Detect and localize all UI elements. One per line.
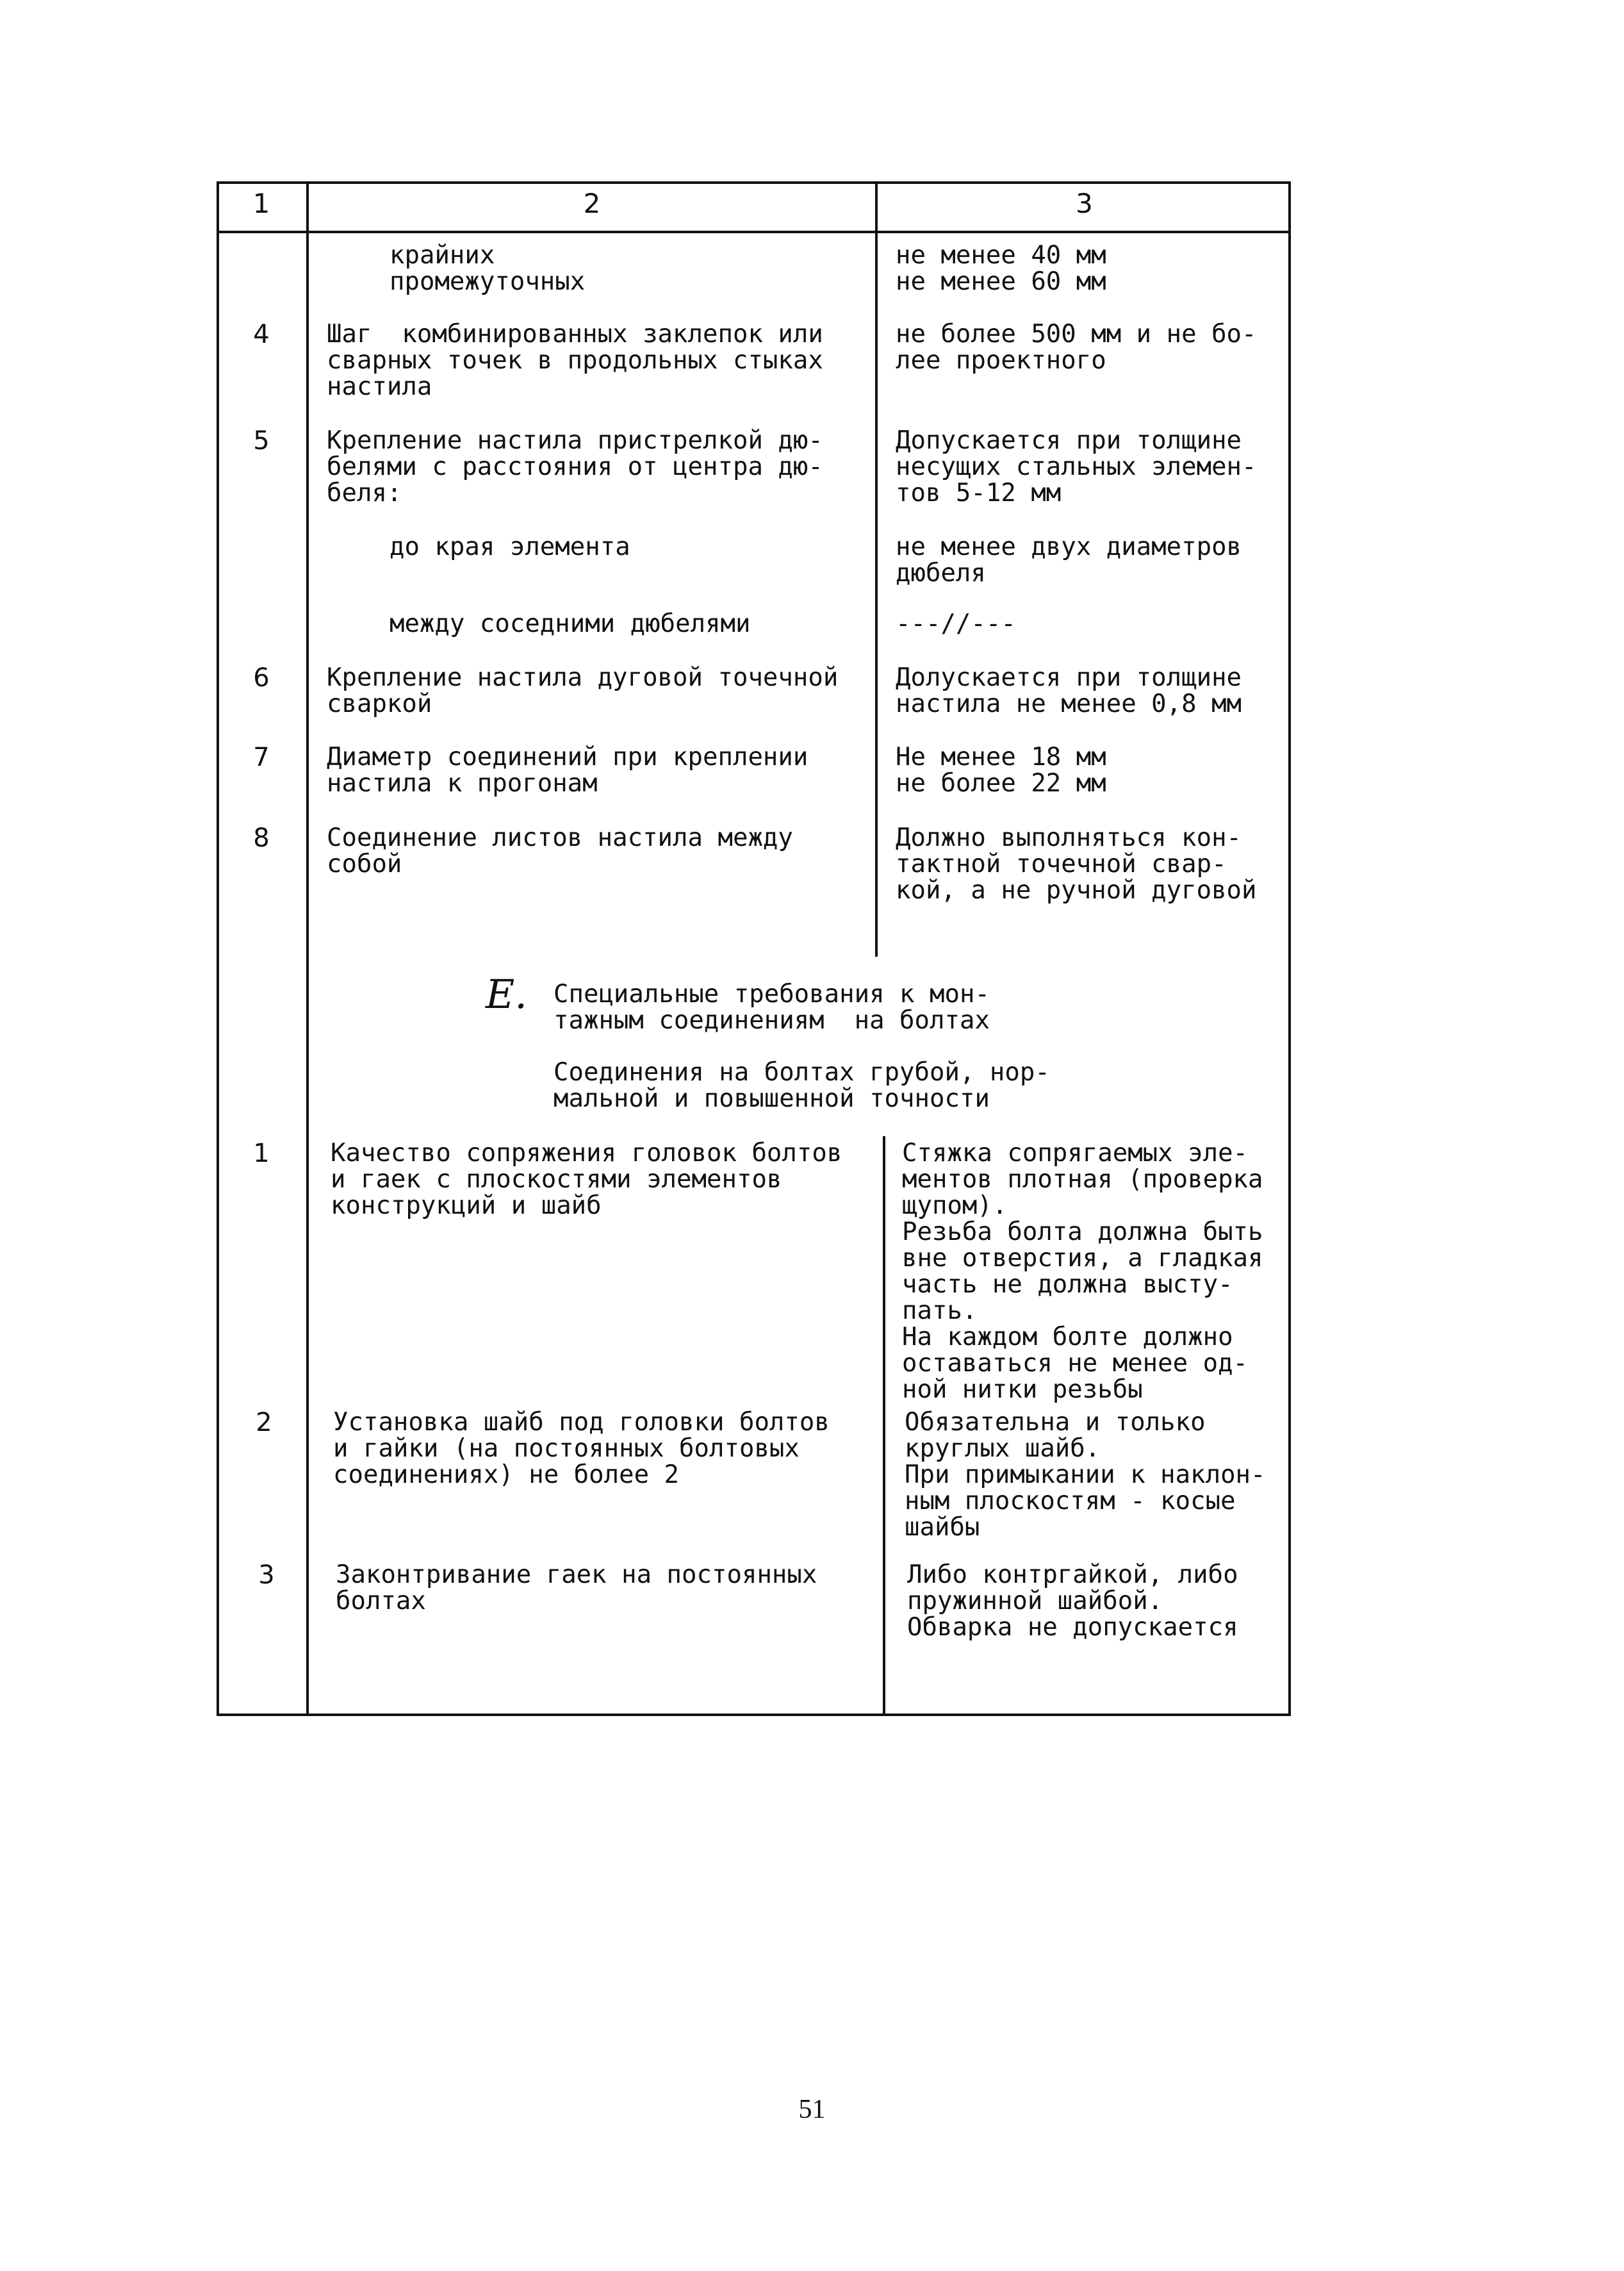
- row-number: 5: [253, 426, 270, 456]
- row-number: 6: [253, 663, 270, 693]
- row-value: ---//---: [896, 609, 1016, 638]
- row-requirement: Диаметр соединений при креплении настила к прогонам: [327, 743, 808, 798]
- section-subtitle: Соединения на болтах грубой, нор- мальной и повышенной точности: [554, 1058, 1050, 1113]
- column-header-1: 1: [252, 188, 270, 219]
- row-number: 1: [253, 1139, 270, 1168]
- column-header-3: 3: [1076, 188, 1093, 219]
- row-number: 8: [253, 823, 270, 853]
- row-edge-spacing-value: не менее 40 мм не менее 60 мм: [896, 241, 1106, 296]
- row-number: 2: [256, 1408, 272, 1437]
- row-edge-spacing-label: крайних промежуточных: [390, 241, 586, 296]
- row-value: Либо контргайкой, либо пружинной шайбой. Обварка не допускается: [907, 1560, 1238, 1642]
- row-requirement: между соседними дюбелями: [390, 609, 751, 638]
- row-value: Обязательна и только круглых шайб. При примыкании к наклон- ным плоскостям - косые шайбы: [905, 1408, 1266, 1542]
- row-number: 4: [253, 320, 270, 349]
- requirements-table: [217, 181, 1291, 1716]
- row-requirement: Крепление настила пристрелкой дю- белями с расстояния от центра дю- беля:: [327, 426, 823, 508]
- column-divider-2-upper: [875, 181, 878, 957]
- column-divider-1: [306, 181, 309, 1716]
- row-requirement: Качество сопряжения головок болтов и гаек с плоскостями элементов конструкций и шайб: [331, 1139, 842, 1220]
- section-letter: Е.: [486, 971, 527, 1018]
- section-title: Специальные требования к мон- тажным соединениям на болтах: [554, 980, 990, 1035]
- row-number: 3: [258, 1560, 275, 1590]
- row-number: 7: [253, 743, 270, 772]
- row-requirement: до края элемента: [390, 533, 630, 561]
- page-number: 51: [798, 2095, 826, 2124]
- row-value: Долускается при толщине настила не менее 0,8 мм: [896, 663, 1242, 718]
- row-requirement: Соединение листов настила между собой: [327, 823, 793, 879]
- row-value: не менее двух диаметров дюбеля: [896, 533, 1242, 588]
- row-value: Стяжка сопрягаемых эле- ментов плотная (проверка щупом). Резьба болта должна быть вне отверстия, а гладкая часть не должна высту- пать. На каждом болте должно оставаться не менее од- ной нитки резьбы: [902, 1139, 1263, 1404]
- column-header-2: 2: [583, 188, 601, 219]
- column-divider-2-lower: [883, 1136, 885, 1716]
- row-value: Должно выполняться кон- тактной точечной свар- кой, а не ручной дуговой: [896, 823, 1257, 905]
- row-value: Не менее 18 мм не более 22 мм: [896, 743, 1106, 798]
- row-requirement: Установка шайб под головки болтов и гайки (на постоянных болтовых соединениях) не более 2: [333, 1408, 830, 1489]
- row-requirement: Шаг комбинированных заклепок или сварных точек в продольных стыках настила: [327, 320, 823, 401]
- row-requirement: Крепление настила дуговой точечной сваркой: [327, 663, 839, 718]
- row-value: Допускается при толщине несущих стальных элемен- тов 5-12 мм: [896, 426, 1257, 508]
- header-divider: [217, 231, 1291, 233]
- row-requirement: Законтривание гаек на постоянных болтах: [336, 1560, 817, 1615]
- row-value: не более 500 мм и не бо- лее проектного: [896, 320, 1257, 375]
